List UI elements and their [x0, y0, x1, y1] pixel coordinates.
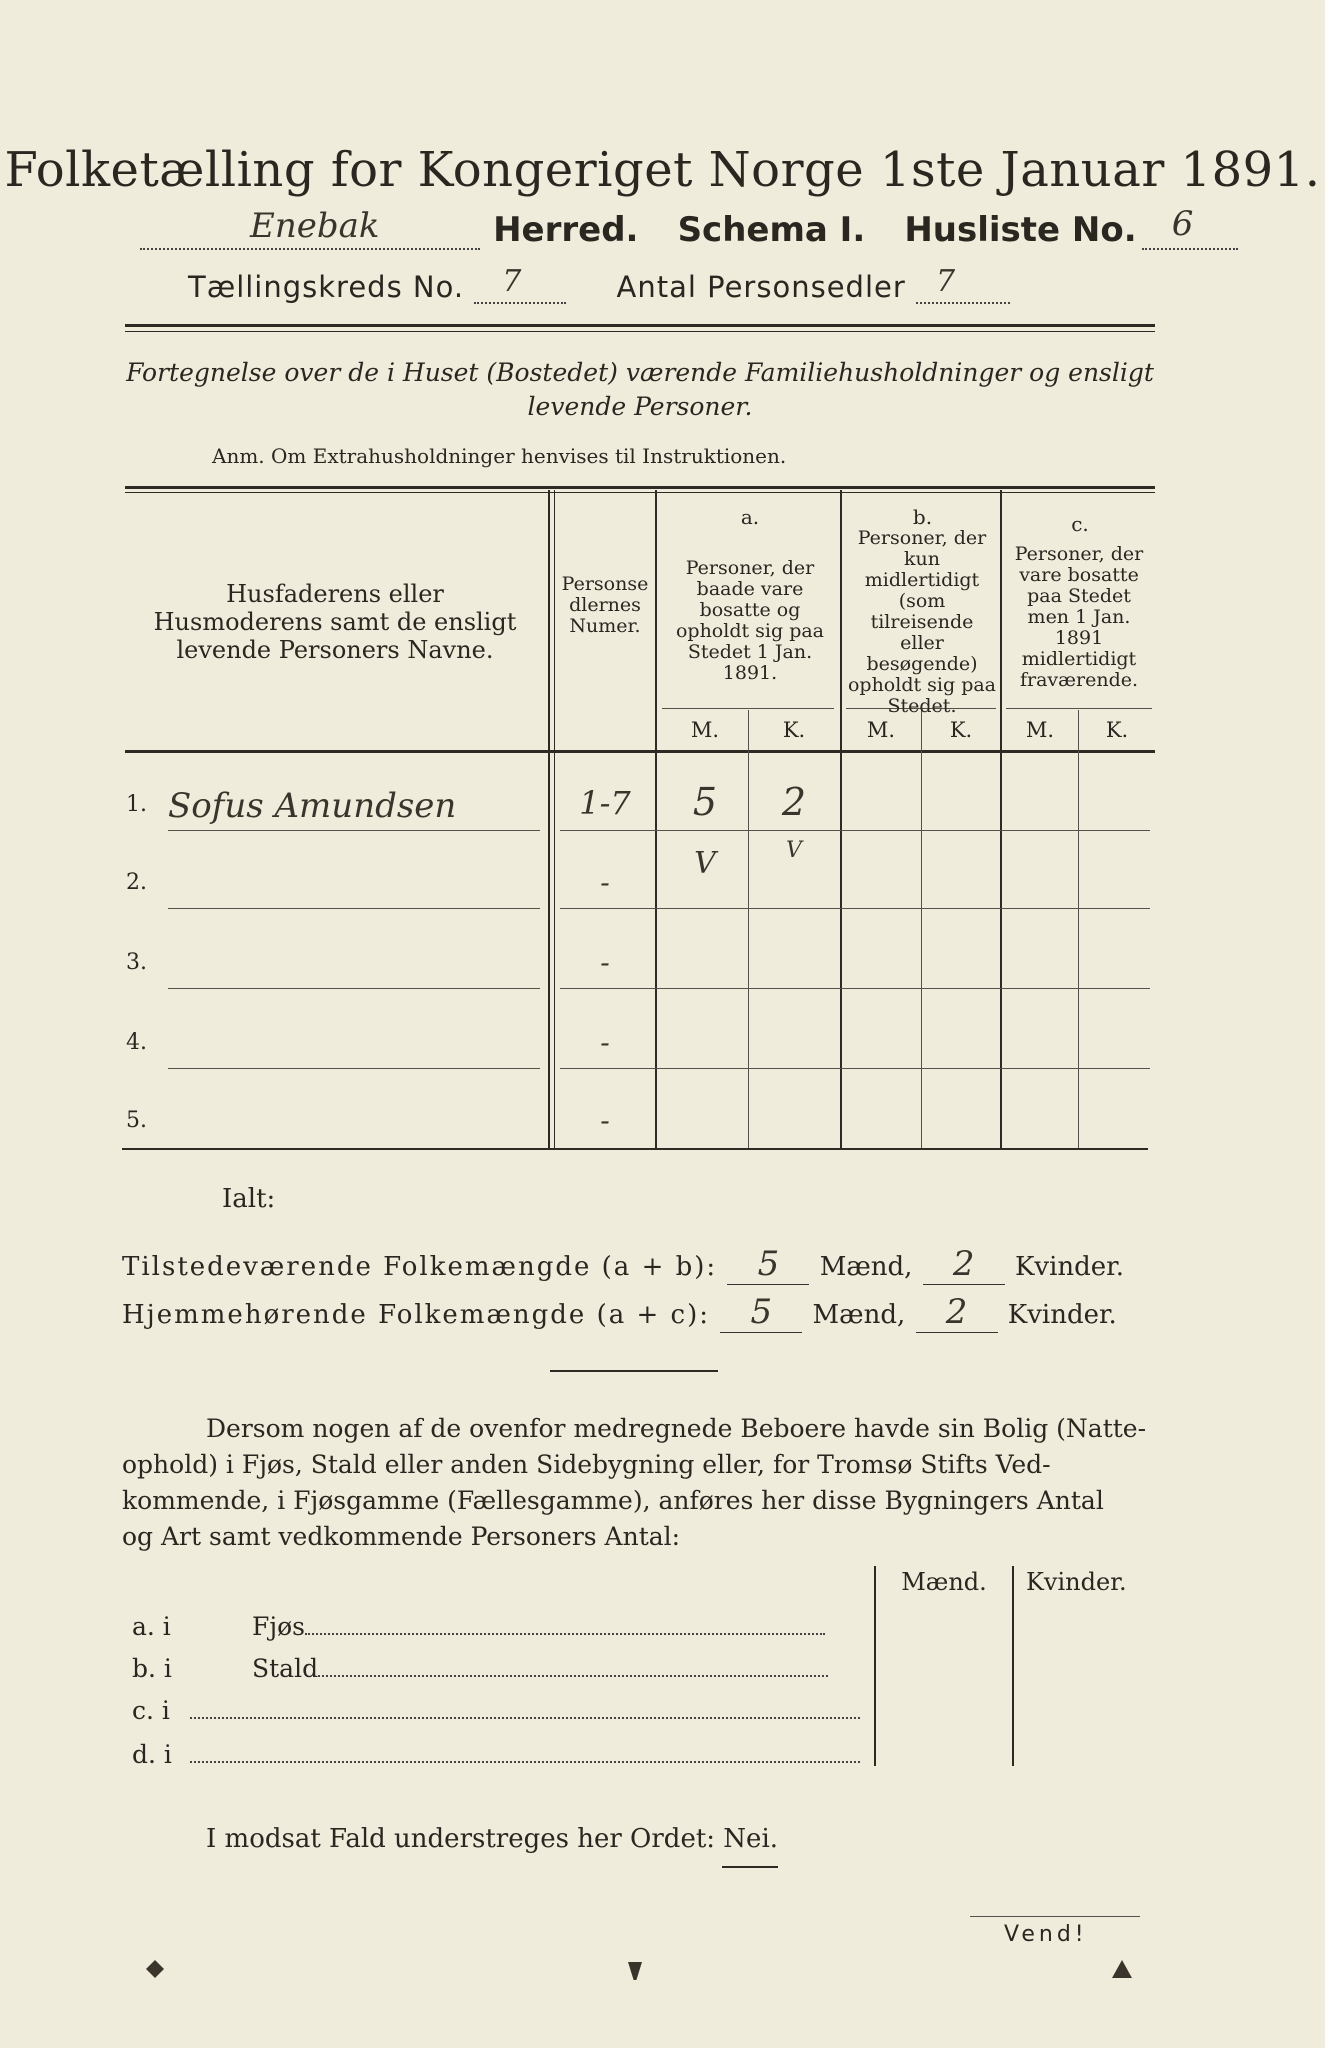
bld-row-b-letter: b. i — [132, 1654, 172, 1683]
husliste-value: 6 — [1171, 204, 1194, 244]
corner-mark-right — [1112, 1960, 1132, 1978]
c-mk-rule — [1006, 708, 1152, 709]
kreds-value: 7 — [502, 264, 523, 299]
buildings-l2: ophold) i Fjøs, Stald eller anden Sidebygning eller, for Tromsø Stifts Ved- — [122, 1450, 1051, 1479]
col-sep-a — [840, 490, 842, 1148]
hjem-maend-field — [720, 1292, 802, 1333]
bld-row-b-label: Stald — [252, 1654, 319, 1683]
row-3-no: 3. — [126, 950, 147, 975]
tilst-maend-value: 5 — [757, 1244, 780, 1284]
row-4-rule-r — [560, 1068, 1150, 1069]
intro-line1: Fortegnelse over de i Huset (Bostedet) værende Familiehusholdninger og ensligt — [126, 358, 1154, 387]
personsedler-value: 7 — [936, 264, 957, 299]
row-4-num: - — [600, 1026, 610, 1059]
row-1-no: 1. — [126, 792, 147, 817]
bld-col-kvinder: Kvinder. — [1026, 1568, 1127, 1596]
row-2-a-m: V — [694, 846, 716, 881]
corner-mark-center — [628, 1962, 642, 1980]
col-sep-name-2 — [554, 490, 555, 1148]
row-1-rule — [168, 830, 540, 831]
bld-col-maend: Mænd. — [901, 1568, 987, 1596]
col-a-header: Personer, der baade vare bosatte og opholdt sig paa Stedet 1 Jan. 1891. — [675, 557, 825, 684]
hjem-maend-word: Mænd, — [812, 1300, 906, 1330]
row-4-no: 4. — [126, 1030, 147, 1055]
a-m-label: M. — [690, 718, 720, 742]
bld-row-d — [132, 1740, 867, 1769]
col-c-letter: c. — [1071, 512, 1089, 536]
row-1-a-k: 2 — [781, 780, 807, 824]
header-rule-bottom — [125, 331, 1155, 332]
col-b-header: Personer, der kun midlertidigt (som tilreisende eller besøgende) opholdt sig paa Stedet. — [847, 527, 997, 717]
row-3-rule — [168, 988, 540, 989]
a-k-label: K. — [782, 718, 806, 742]
vend-label: Vend! — [1004, 1922, 1088, 1947]
husliste-field — [1142, 204, 1238, 250]
row-3-rule-r — [560, 988, 1150, 989]
bld-row-a-letter: a. i — [132, 1612, 171, 1641]
row-2-no: 2. — [126, 870, 147, 895]
tilst-maend-word: Mænd, — [819, 1252, 913, 1282]
schema-label: Schema I. — [677, 210, 866, 250]
bld-row-b-dots — [318, 1655, 828, 1677]
col-sep-b-mk — [921, 710, 922, 1148]
header-rule-top — [125, 324, 1155, 327]
herred-label: Herred. — [493, 210, 639, 250]
bld-row-a-dots — [305, 1613, 825, 1635]
col-sep-b — [1000, 490, 1002, 1148]
bld-row-c — [132, 1696, 867, 1725]
row-1-num: 1-7 — [579, 784, 631, 822]
anm-note: Anm. Om Extrahusholdninger henvises til Instruktionen. — [212, 444, 787, 468]
buildings-l1: Dersom nogen af de ovenfor medregnede Beboere havde sin Bolig (Natte- — [206, 1414, 1147, 1443]
col-sep-name — [548, 490, 550, 1148]
bld-col-sep-1 — [874, 1566, 876, 1766]
section-separator — [550, 1370, 718, 1372]
hjem-kvinder-word: Kvinder. — [1007, 1300, 1117, 1330]
col-sep-num — [655, 490, 657, 1148]
col-name-header: Husfaderens eller Husmoderens samt de ensligt levende Personers Navne. — [153, 580, 517, 664]
herred-value: Enebak — [250, 206, 380, 246]
hjem-label: Hjemmehørende Folkemængde (a + c): — [122, 1300, 710, 1330]
row-4-rule — [168, 1068, 540, 1069]
nei-underline — [722, 1866, 778, 1868]
tilst-kvinder-field — [923, 1244, 1005, 1285]
col-a-letter: a. — [740, 505, 760, 529]
personsedler-label: Antal Personsedler — [616, 270, 906, 304]
tilst-maend-field — [727, 1244, 809, 1285]
modsat-line: I modsat Fald understreges her Ordet: Nei. — [206, 1824, 779, 1854]
col-sep-c-mk — [1078, 710, 1079, 1148]
kreds-field — [474, 264, 566, 304]
col-b-letter: b. — [912, 505, 933, 529]
col-c-header: Personer, der vare bosatte paa Stedet men 1 Jan. 1891 midlertidigt fraværende. — [1014, 543, 1144, 691]
hjem-kvinder-field — [916, 1292, 998, 1333]
vend-rule — [970, 1916, 1140, 1917]
husliste-label: Husliste No. — [904, 210, 1137, 250]
row-1-rule-r — [560, 830, 1150, 831]
row-2-rule — [168, 908, 540, 909]
hjem-row — [122, 1292, 1162, 1333]
row-2-num: - — [600, 866, 610, 899]
b-k-label: K. — [949, 718, 973, 742]
herred-field — [140, 206, 480, 250]
bld-row-c-dots — [190, 1697, 860, 1719]
col-sep-a-mk — [748, 710, 749, 1148]
row-3-num: - — [600, 946, 610, 979]
personsedler-field — [916, 264, 1010, 304]
row-2-rule-r — [560, 908, 1150, 909]
bld-row-b — [132, 1654, 867, 1683]
c-k-label: K. — [1105, 718, 1129, 742]
bld-row-a — [132, 1612, 867, 1641]
b-m-label: M. — [866, 718, 896, 742]
bld-row-d-dots — [190, 1741, 860, 1763]
c-m-label: M. — [1025, 718, 1055, 742]
row-5-no: 5. — [126, 1108, 147, 1133]
bld-row-d-letter: d. i — [132, 1740, 172, 1769]
tilst-row — [122, 1244, 1162, 1285]
form-title: Folketælling for Kongeriget Norge 1ste Januar 1891. — [4, 142, 1321, 198]
tilst-kvinder-word: Kvinder. — [1014, 1252, 1125, 1282]
tilst-kvinder-value: 2 — [952, 1244, 975, 1284]
bld-col-sep-2 — [1012, 1566, 1014, 1766]
hjem-kvinder-value: 2 — [945, 1292, 968, 1332]
tilst-label: Tilstedeværende Folkemængde (a + b): — [122, 1252, 718, 1282]
a-mk-rule — [662, 708, 834, 709]
table-bottom-rule — [122, 1148, 1148, 1150]
hjem-maend-value: 5 — [750, 1292, 773, 1332]
buildings-l4: og Art samt vedkommende Personers Antal: — [122, 1522, 681, 1551]
row-2-a-k: V — [786, 838, 802, 863]
table-top-rule — [125, 486, 1155, 489]
bld-row-a-label: Fjøs — [252, 1612, 305, 1641]
row-1-a-m: 5 — [692, 780, 718, 824]
ialt-label: Ialt: — [222, 1184, 276, 1214]
corner-mark-left — [146, 1960, 164, 1978]
col-num-header: Personsedlernes Numer. — [561, 573, 649, 637]
kreds-label: Tællingskreds No. — [188, 270, 465, 304]
herred-line — [140, 204, 1194, 260]
intro-line2: levende Personer. — [527, 392, 753, 421]
row-5-num: - — [600, 1104, 610, 1137]
row-1-name: Sofus Amundsen — [168, 786, 457, 826]
kreds-line — [188, 264, 1148, 314]
buildings-l3: kommende, i Fjøsgamme (Fællesgamme), anføres her disse Bygningers Antal — [122, 1486, 1104, 1515]
bld-row-c-letter: c. i — [132, 1696, 170, 1725]
